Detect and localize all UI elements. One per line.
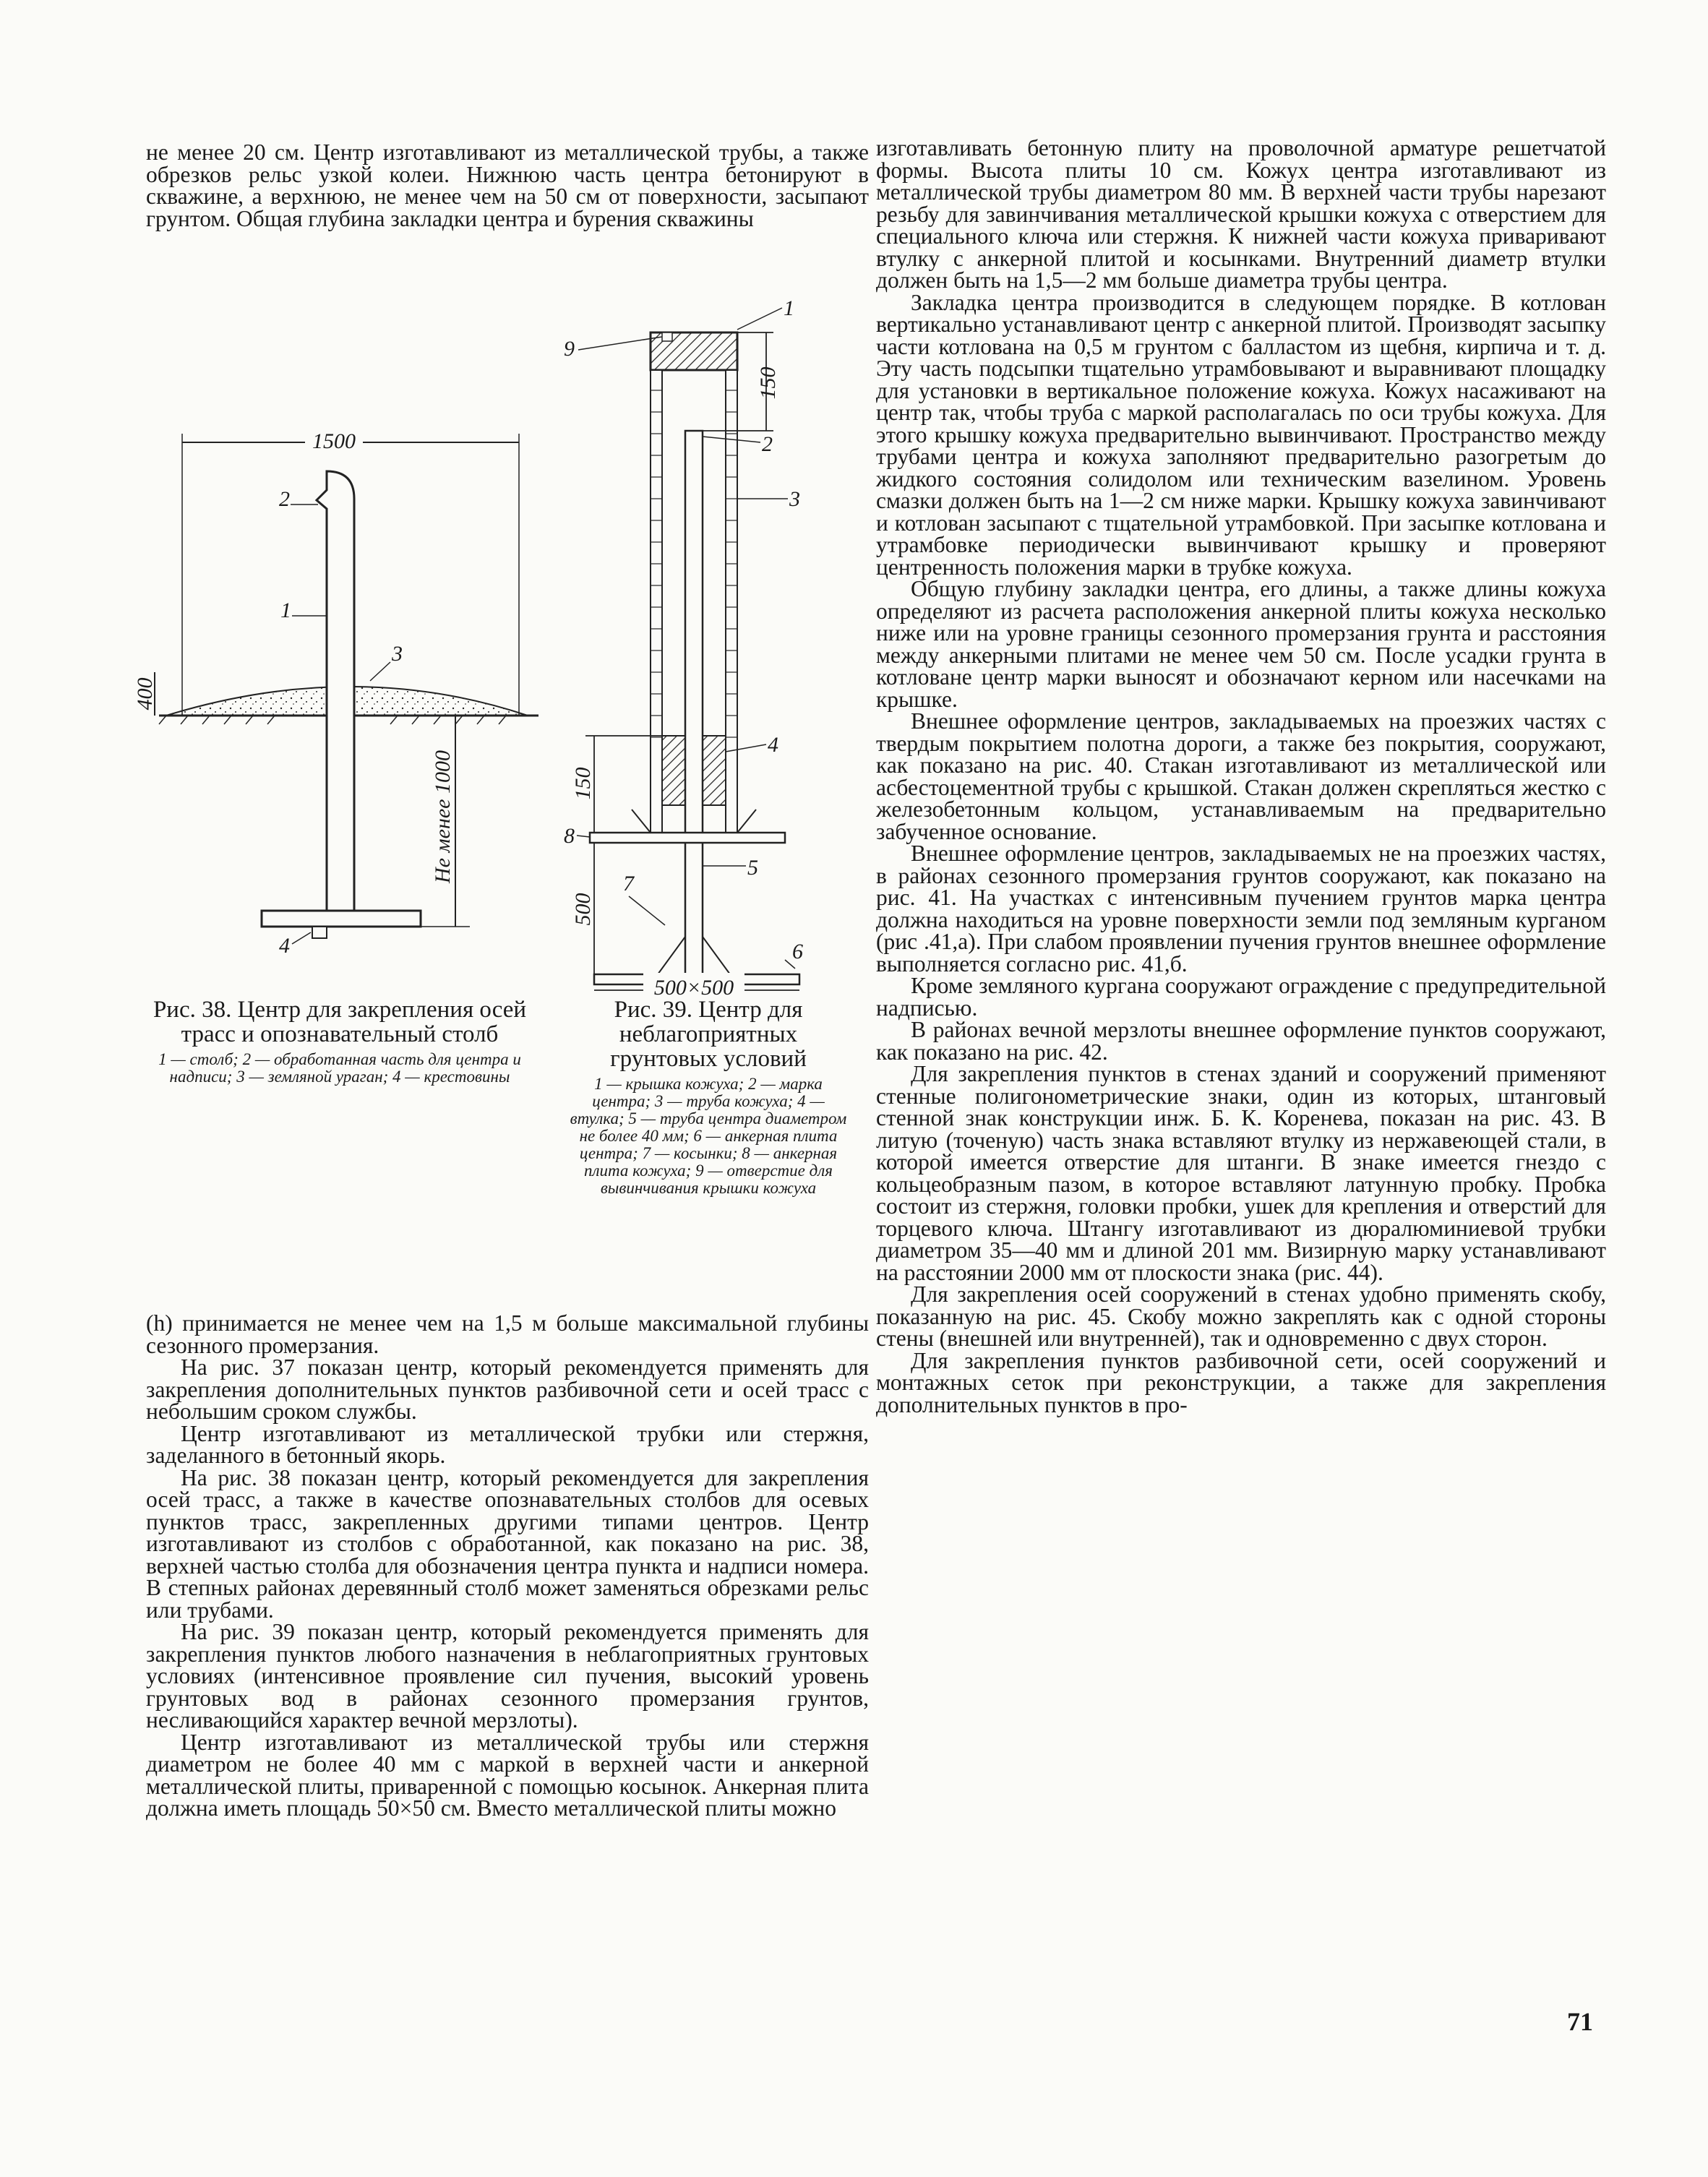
dim-label-plate: 500×500 xyxy=(653,976,734,1000)
dimension-line-400 xyxy=(133,672,157,716)
label-1: 1 xyxy=(280,598,291,622)
dim-label-depth: Не менее 1000 xyxy=(431,750,455,883)
paragraph: Центр изготавливают из металлической трубки или стержня, заделанного в бетонный якорь. xyxy=(146,1420,869,1468)
dimension-line-depth xyxy=(354,716,470,927)
paragraph: Общую глубину закладки центра, его длины, а также длины кожуха определяют из расчета расположения анкерной плиты кожуха несколько ниже или на уровне границы сезонного промерзания грунта и расстояния между анкерными плитами не менее чем 50 см. После усадки грунта в котловане центр марки выносят и обозначают керном или насечками на крышке. xyxy=(876,576,1606,712)
label-3: 3 xyxy=(789,487,800,511)
sleeve-right xyxy=(703,736,726,805)
sleeve-left xyxy=(662,736,685,805)
figure-39-caption xyxy=(564,997,853,1197)
crosspiece xyxy=(262,911,421,927)
dim-label-1500: 1500 xyxy=(312,429,356,453)
label-4: 4 xyxy=(279,934,290,958)
paragraph: (h) принимается не менее чем на 1,5 м больше максимальной глубины сезонного промерзания. xyxy=(146,1310,869,1358)
figure-39 xyxy=(557,296,846,1000)
label-5: 5 xyxy=(747,856,758,880)
dim-label-150-sleeve: 150 xyxy=(571,767,595,800)
caption-legend: 1 — крышка кожуха; 2 — марка центра; 3 — труба кожуха; 4 — втулка; 5 — труба центра диаметром не более 40 мм; 6 — анкерная плита центра; 7 — косынки; 8 — анкерная плита кожуха; 9 — отверстие для вывинчивания крышки кожуха xyxy=(570,1075,847,1197)
label-1: 1 xyxy=(784,296,794,320)
crosspiece-small xyxy=(312,927,327,938)
caption-title: Рис. 39. Центр для неблагоприятных грунтовых условий xyxy=(610,997,807,1072)
paragraph: Внешнее оформление центров, закладываемых на проезжих частях с твердым покрытием полотна дороги, а также без покрытия, сооружают, как показано на рис. 40. Стакан изготавливают из металлической или асбестоцементной трубы с крышкой. Стакан должен скрепляться жестко с железобетонным кольцом, устанавливаемым на предварительно забученное основание. xyxy=(876,708,1606,844)
paragraph: Для закрепления пунктов в стенах зданий и сооружений применяют стенные полигонометрические знаки, один из которых, штанговый стенной знак конструкции инж. Б. К. Коренева, показан на рис. 43. В литую (точеную) часть знака вставляют втулку из нержавеющей стали, в которой имеется отверстие для штанги. В знаке имеется гнездо с кольцеобразным пазом, в которое вставляют латунную пробку. Пробка состоит из стержня, головки пробки, ушек для крепления и отверстий для торцевого ключа. Штангу изготавливают из дюралюминиевой трубки диаметром 35—40 мм и длиной 201 мм. Визирную марку устанавливают на расстоянии 2000 мм от плоскости знака (рис. 44). xyxy=(876,1061,1606,1285)
paragraph: изготавливать бетонную плиту на проволочной арматуре решетчатой формы. Высота плиты 10 см. Кожух центра изготавливают из металлической трубы диаметром 80 мм. В верхней части трубы нарезают резьбу для завинчивания металлической крышки кожуха с отверстием для специального ключа или стержня. К нижней части кожуха приваривают втулку с анкерной плитой и косынками. Внутренний диаметр втулки должен быть на 1,5—2 мм больше диаметра трубы центра. xyxy=(876,135,1606,293)
paragraph: На рис. 37 показан центр, который рекомендуется применять для закрепления дополнительных пунктов разбивочной сети и осей трасс с небольшим сроком службы. xyxy=(146,1354,869,1424)
label-9: 9 xyxy=(564,337,575,361)
paragraph: Кроме земляного кургана сооружают ограждение с предупредительной надписью. xyxy=(876,973,1606,1021)
dim-label-500: 500 xyxy=(571,893,595,926)
paragraph: Внешнее оформление центров, закладываемых не на проезжих частях, в районах сезонного промерзания грунтов сооружают, как показано на рис. 41. На участках с интенсивным пучением грунтов марка центра должна находиться на уровне поверхности земли под земляным курганом (рис .41,а). При слабом проявлении пучения грунтов внешнее оформление выполняется согласно рис. 41,б. xyxy=(876,841,1606,976)
paragraph: Для закрепления осей сооружений в стенах удобно применять скобу, показанную на рис. 45. Скобу можно закреплять как с одной стороны стены (внешней или внутренней), так и одновременно с двух сторон. xyxy=(876,1281,1606,1351)
paragraph: Центр изготавливают из металлической трубы или стержня диаметром не более 40 мм с маркой в верхней части и анкерной металлической плиты, приваренной с помощью косынок. Анкерная плита должна иметь площадь 50×50 см. Вместо металлической плиты можно xyxy=(146,1729,869,1821)
casing-wall-left xyxy=(651,370,662,833)
label-3: 3 xyxy=(392,642,403,666)
caption-legend: 1 — столб; 2 — обработанная часть для центра и надписи; 3 — земляной ураган; 4 — крестовины xyxy=(158,1050,521,1086)
dim-label-150-top: 150 xyxy=(756,366,780,400)
paragraph: В районах вечной мерзлоты внешнее оформление пунктов сооружают, как показано на рис. 42. xyxy=(876,1017,1606,1065)
caption-title: Рис. 38. Центр для закрепления осей трасс и опознавательный столб xyxy=(153,997,527,1047)
left-column-bottom xyxy=(146,1310,869,1821)
paragraph: не менее 20 см. Центр изготавливают из металлической трубы, а также обрезков рельс узкой колеи. Нижнюю часть центра бетонируют в скважине, а верхнюю, не менее чем на 50 см от поверхности, засыпают грунтом. Общая глубина закладки центра и бурения скважины xyxy=(146,139,869,231)
left-column-top xyxy=(146,139,869,231)
dim-label-400: 400 xyxy=(133,677,157,710)
label-7: 7 xyxy=(623,872,634,896)
paragraph: Закладка центра производится в следующем порядке. В котлован вертикально устанавливают центр с анкерной плитой. Производят засыпку части котлована на 0,5 м грунтом с балластом из щебня, кирпича и т. д. Эту часть подсыпки тщательно утрамбовывают и выравнивают площадку для установки в вертикальное положение кожуха. Кожух насаживают на центр так, чтобы труба с маркой располагалась по оси трубы кожуха. Для этого крышку кожуха предварительно вывинчивают. Пространство между трубами центра и кожуха заполняют предварительно разогретым до жидкого состояния солидолом или техническим вазелином. Уровень смазки должен быть на 1—2 см ниже марки. Крышку кожуха завинчивают и котлован засыпают с тщательной утрамбовкой. При засыпке котлована и утрамбовке периодически вывинчивают крышку и проверяют центренность положения марки в трубке кожуха. xyxy=(876,289,1606,580)
label-8: 8 xyxy=(564,824,575,848)
paragraph: Для закрепления пунктов разбивочной сети, осей сооружений и монтажных сеток при реконструкции, а также для закрепления дополнительных пунктов в про- xyxy=(876,1347,1606,1417)
label-2: 2 xyxy=(279,487,290,511)
label-4: 4 xyxy=(768,733,778,757)
figure-38 xyxy=(133,412,542,990)
right-column xyxy=(876,137,1606,1416)
label-6: 6 xyxy=(792,940,803,963)
label-2: 2 xyxy=(762,432,773,456)
cap-hole xyxy=(662,332,672,341)
page-number: 71 xyxy=(1567,2007,1593,2036)
casing-anchor-plate xyxy=(590,833,785,843)
center-pipe xyxy=(685,431,703,974)
paragraph: На рис. 39 показан центр, который рекомендуется применять для закрепления пунктов любого назначения в неблагоприятных грунтовых условиях (интенсивное проявление сил пучения, высокий уровень грунтовых вод в районах сезонного промерзания грунтов, несливающийся характер вечной мерзлоты). xyxy=(146,1619,869,1732)
paragraph: На рис. 38 показан центр, который рекомендуется для закрепления осей трасс, а также в качестве опознавательных столбов для осевых пунктов трасс, закрепленных другими типами центров. Центр изготавливают из столбов с обработанной, как показано на рис. 38, верхней частью столба для обозначения центра пункта и надписи номера. В степных районах деревянный столб может заменяться обрезками рельс или трубами. xyxy=(146,1464,869,1623)
figure-38-caption xyxy=(145,997,535,1086)
